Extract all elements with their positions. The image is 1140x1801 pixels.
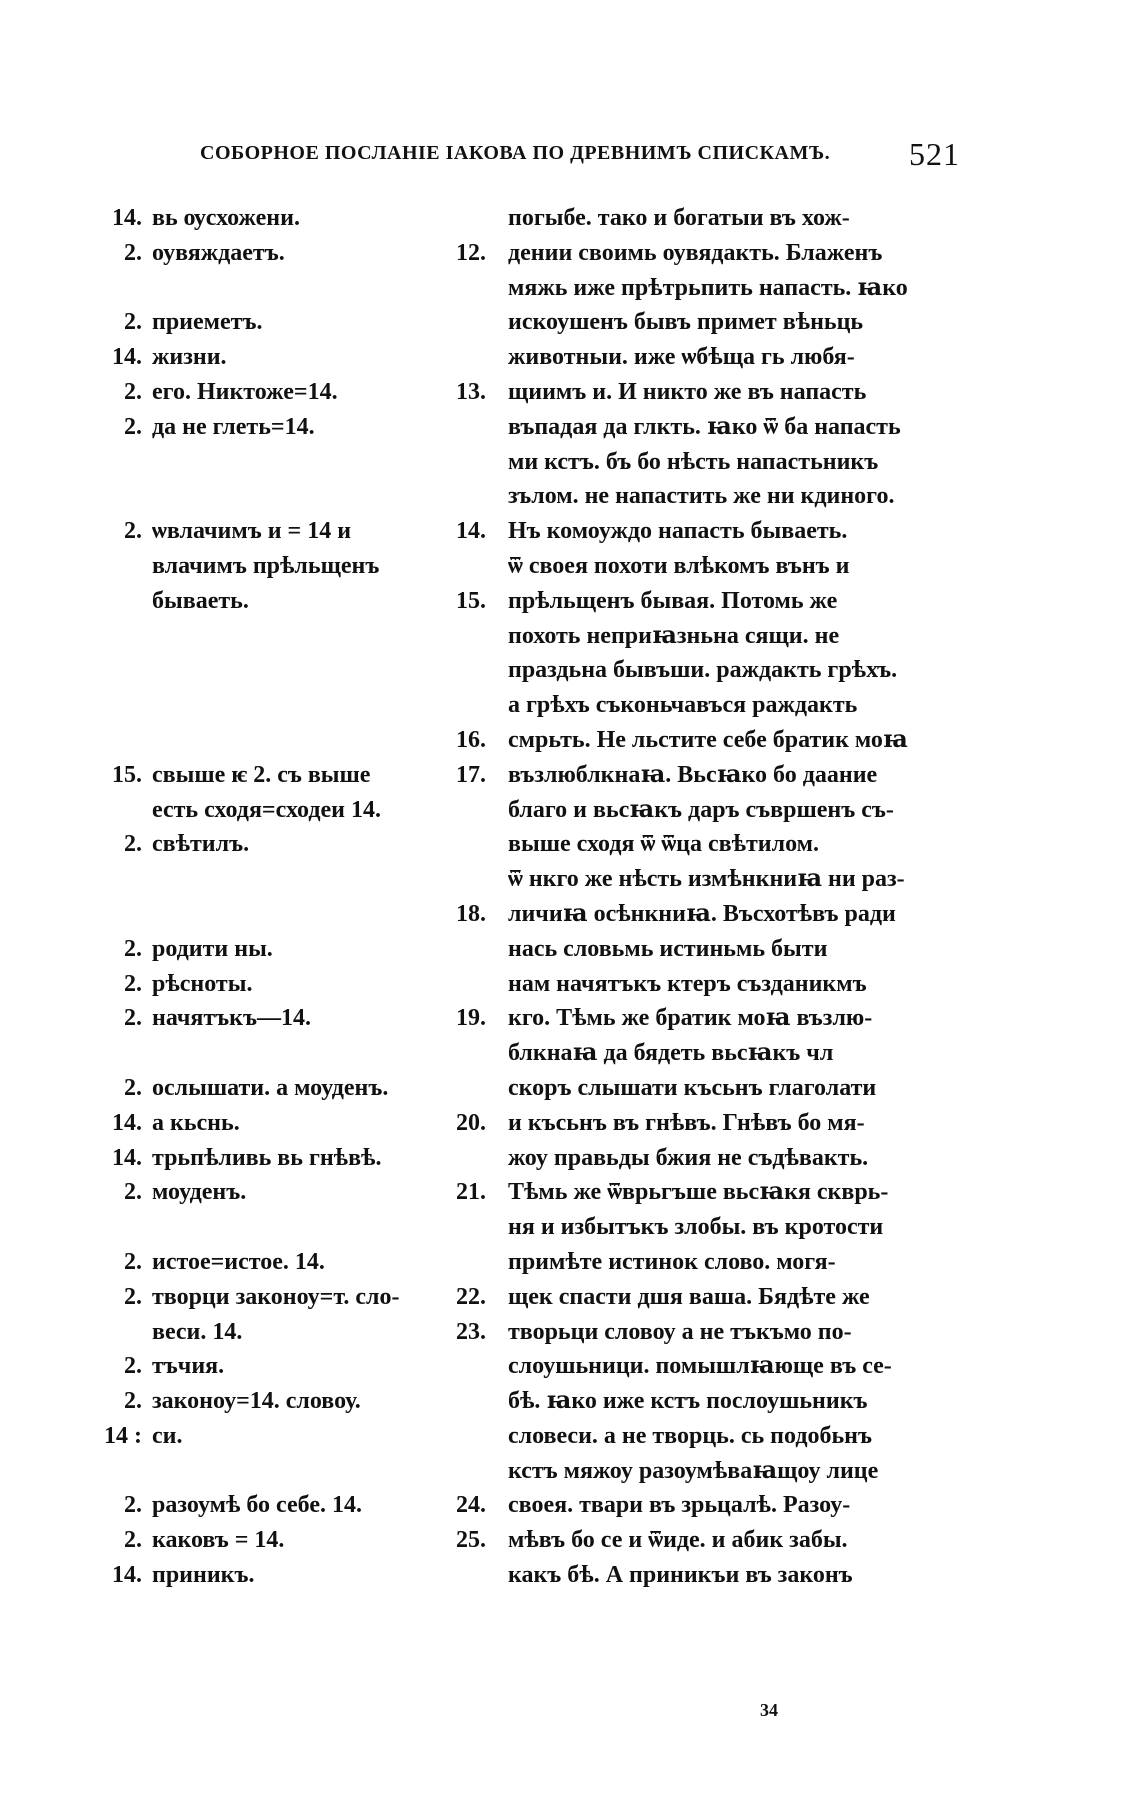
verse-text: примѣте истинок слово. могя- xyxy=(508,1248,836,1275)
variant-text: да не глеть=14. xyxy=(152,413,315,440)
text-line xyxy=(100,619,960,654)
main-text-line xyxy=(456,619,960,654)
verse-text: Тѣмь же ѿврьгъше вьсꙗкя скврь- xyxy=(508,1179,889,1206)
variant-text: есть сходя=сходеи 14. xyxy=(152,796,381,823)
verse-text: дении своимь оувядакть. Блаженъ xyxy=(508,239,883,266)
manuscript-number: 14 : xyxy=(104,1422,142,1449)
verse-number: 25. xyxy=(456,1527,486,1554)
manuscript-number: 2. xyxy=(124,1074,142,1101)
variant-reading xyxy=(100,758,460,793)
text-line xyxy=(100,862,960,897)
text-line xyxy=(100,1419,960,1454)
verse-text: Нъ комоуждо напасть бываеть. xyxy=(508,518,848,545)
main-text-line xyxy=(456,758,960,793)
main-text-line xyxy=(456,236,960,271)
variant-reading xyxy=(100,514,460,549)
text-line xyxy=(100,1488,960,1523)
text-line xyxy=(100,793,960,828)
variant-text: свѣтилъ. xyxy=(152,831,250,858)
running-title: СОБОРНОЕ ПОСЛАНІЕ ІАКОВА ПО ДРЕВНИМЪ СПИСКАМЪ. xyxy=(200,142,831,164)
verse-text: мѣвъ бо се и ѿиде. и абик забы. xyxy=(508,1527,848,1554)
main-text-line xyxy=(456,967,960,1002)
verse-number: 23. xyxy=(456,1318,486,1345)
main-text-line xyxy=(456,1106,960,1141)
manuscript-number: 2. xyxy=(124,935,142,962)
main-text-line xyxy=(456,201,960,236)
variant-reading xyxy=(100,1349,460,1384)
verse-number: 18. xyxy=(456,900,486,927)
verse-text: слоушьници. помышлꙗюще въ се- xyxy=(508,1353,892,1380)
text-line xyxy=(100,271,960,306)
text-line xyxy=(100,236,960,271)
verse-text: блкнаꙗ да бядеть вьсꙗкъ чл xyxy=(508,1040,834,1067)
text-line xyxy=(100,653,960,688)
verse-text: бѣ. ꙗко иже кстъ послоушьникъ xyxy=(508,1388,868,1415)
variant-reading xyxy=(100,932,460,967)
verse-text: нам начятъкъ ктеръ създаникмъ xyxy=(508,970,867,997)
main-text-line xyxy=(456,1141,960,1176)
verse-text: словеси. а не творць. сь подобьнъ xyxy=(508,1422,872,1449)
verse-text: выше сходя ѿ ѿца свѣтилом. xyxy=(508,831,819,858)
verse-text: щек спасти дшя ваша. Бядѣте же xyxy=(508,1283,870,1310)
page-header xyxy=(200,136,960,176)
manuscript-number: 15. xyxy=(112,761,142,788)
page-number: 521 xyxy=(909,136,960,172)
variant-text: рѣсноты. xyxy=(152,970,253,997)
main-text-line xyxy=(456,932,960,967)
main-text-line xyxy=(456,271,960,306)
main-text-line xyxy=(456,479,960,514)
variant-text: разоумѣ бо себе. 14. xyxy=(152,1492,362,1519)
variant-text: жизни. xyxy=(152,344,227,371)
main-text-line xyxy=(456,549,960,584)
main-text-line xyxy=(456,1036,960,1071)
main-text-line xyxy=(456,410,960,445)
variant-reading xyxy=(100,793,460,828)
verse-text: и късьнъ въ гнѣвъ. Гнѣвъ бо мя- xyxy=(508,1109,865,1136)
verse-text: праздьна бывъши. раждакть грѣхъ. xyxy=(508,657,898,684)
manuscript-number: 2. xyxy=(124,378,142,405)
verse-number: 24. xyxy=(456,1492,486,1519)
verse-text: кго. Тѣмь же братик моꙗ възлю- xyxy=(508,1005,873,1032)
text-line xyxy=(100,514,960,549)
text-line xyxy=(100,932,960,967)
text-line xyxy=(100,1315,960,1350)
variant-reading xyxy=(100,1488,460,1523)
verse-text: своея. твари въ зрьцалѣ. Разоу- xyxy=(508,1492,851,1519)
verse-number: 16. xyxy=(456,726,486,753)
verse-text: въпадая да глкть. ꙗко ѿ ба напасть xyxy=(508,413,901,440)
variant-text: ѡвлачимъ и = 14 и xyxy=(152,518,352,545)
verse-number: 13. xyxy=(456,378,486,405)
variant-text: приеметъ. xyxy=(152,309,263,336)
manuscript-number: 2. xyxy=(124,309,142,336)
variant-text: вь ѹсхожени. xyxy=(152,205,300,231)
variant-text: родити ны. xyxy=(152,935,273,962)
variant-text: влачимъ прѣльщенъ xyxy=(152,552,380,579)
text-line xyxy=(100,723,960,758)
text-line xyxy=(100,584,960,619)
main-text-line xyxy=(456,653,960,688)
main-text-line xyxy=(456,584,960,619)
variant-text: бываеть. xyxy=(152,587,249,614)
text-line xyxy=(100,445,960,480)
verse-text: щиимъ и. И никто же въ напасть xyxy=(508,378,867,405)
signature-mark: 34 xyxy=(760,1700,778,1720)
verse-text: смрьть. Не льстите себе братик моꙗ xyxy=(508,726,908,753)
text-line xyxy=(100,967,960,1002)
verse-text: похоть неприꙗзньна сящи. не xyxy=(508,622,840,649)
main-text-line xyxy=(456,340,960,375)
text-line xyxy=(100,827,960,862)
variant-reading xyxy=(100,1280,460,1315)
main-text-line xyxy=(456,1523,960,1558)
text-line xyxy=(100,1349,960,1384)
text-line xyxy=(100,375,960,410)
variant-text: оувяждаетъ. xyxy=(152,239,285,266)
variant-reading xyxy=(100,1419,460,1454)
verse-text: ми кстъ. бъ бо нѣсть напастьникъ xyxy=(508,448,879,475)
main-text-line xyxy=(456,1384,960,1419)
text-line xyxy=(100,1175,960,1210)
text-line xyxy=(100,897,960,932)
variant-reading xyxy=(100,410,460,445)
variant-reading xyxy=(100,1175,460,1210)
verse-text: възлюблкнаꙗ. Вьсꙗко бо даание xyxy=(508,761,878,788)
main-text-line xyxy=(456,514,960,549)
variant-reading xyxy=(100,1384,460,1419)
variant-reading xyxy=(100,827,460,862)
verse-text: нась словьмь истиньмь быти xyxy=(508,935,828,962)
verse-text: погыбе. тако и богатыи въ хож- xyxy=(508,205,850,231)
text-line xyxy=(100,1141,960,1176)
manuscript-number: 14. xyxy=(112,1109,142,1136)
manuscript-number: 2. xyxy=(124,1492,142,1519)
main-text-line xyxy=(456,827,960,862)
text-line xyxy=(100,1280,960,1315)
verse-text: животныи. иже ѡбѣща гь любя- xyxy=(508,344,855,371)
variant-reading xyxy=(100,1106,460,1141)
verse-number: 22. xyxy=(456,1283,486,1310)
text-line xyxy=(100,1036,960,1071)
main-text-line xyxy=(456,375,960,410)
manuscript-number: 2. xyxy=(124,1005,142,1032)
variant-reading xyxy=(100,1001,460,1036)
text-line xyxy=(100,1106,960,1141)
verse-text: ѿ нкго же нѣсть измѣнкниꙗ ни раз- xyxy=(508,866,905,893)
main-text-line xyxy=(456,445,960,480)
variant-text: начятъкъ—14. xyxy=(152,1005,311,1032)
main-text-line xyxy=(456,1001,960,1036)
variant-reading xyxy=(100,1523,460,1558)
text-line xyxy=(100,1071,960,1106)
manuscript-number: 2. xyxy=(124,1388,142,1415)
text-line xyxy=(100,410,960,445)
main-text-line xyxy=(456,1280,960,1315)
variant-reading xyxy=(100,1558,460,1593)
variant-reading xyxy=(100,549,460,584)
variant-text: законоу=14. словоу. xyxy=(152,1388,361,1415)
manuscript-number: 2. xyxy=(124,239,142,266)
manuscript-number: 2. xyxy=(124,1353,142,1380)
text-line xyxy=(100,305,960,340)
text-line xyxy=(100,1210,960,1245)
text-line xyxy=(100,340,960,375)
text-line xyxy=(100,549,960,584)
main-text-line xyxy=(456,1315,960,1350)
verse-number: 17. xyxy=(456,761,486,788)
variant-text: трьпѣливь вь гнѣвѣ. xyxy=(152,1144,382,1171)
manuscript-number: 14. xyxy=(112,1144,142,1171)
text-line xyxy=(100,1245,960,1280)
text-line xyxy=(100,1558,960,1593)
main-text-line xyxy=(456,1210,960,1245)
variant-reading xyxy=(100,1245,460,1280)
verse-number: 20. xyxy=(456,1109,486,1136)
main-text-line xyxy=(456,1558,960,1593)
manuscript-number: 14. xyxy=(112,205,142,231)
text-columns xyxy=(100,201,960,1593)
verse-text: благо и вьсꙗкъ даръ съвршенъ съ- xyxy=(508,796,894,823)
verse-text: личиꙗ осѣнкниꙗ. Въсхотѣвъ ради xyxy=(508,900,896,927)
variant-text: истое=истое. 14. xyxy=(152,1248,325,1275)
text-line xyxy=(100,758,960,793)
manuscript-number: 14. xyxy=(112,1562,142,1589)
verse-number: 21. xyxy=(456,1179,486,1206)
variant-reading xyxy=(100,201,460,236)
variant-text: приникъ. xyxy=(152,1562,255,1589)
main-text-line xyxy=(456,1245,960,1280)
main-text-line xyxy=(456,1419,960,1454)
main-text-line xyxy=(456,1488,960,1523)
verse-text: скоръ слышати късьнъ глаголати xyxy=(508,1074,877,1101)
variant-reading xyxy=(100,584,460,619)
manuscript-number: 2. xyxy=(124,1248,142,1275)
verse-text: ѿ своея похоти влѣкомъ вънъ и xyxy=(508,552,850,579)
manuscript-number: 2. xyxy=(124,518,142,545)
variant-text: тъчия. xyxy=(152,1353,225,1380)
variant-reading xyxy=(100,236,460,271)
verse-text: прѣльщенъ бывая. Потомь же xyxy=(508,587,838,614)
variant-reading xyxy=(100,1071,460,1106)
text-line xyxy=(100,1001,960,1036)
manuscript-number: 14. xyxy=(112,344,142,371)
manuscript-number: 2. xyxy=(124,970,142,997)
main-text-line xyxy=(456,305,960,340)
verse-text: творьци словоу а не тъкъмо по- xyxy=(508,1318,852,1345)
variant-text: творци законоу=т. сло- xyxy=(152,1283,400,1310)
manuscript-number: 2. xyxy=(124,831,142,858)
variant-text: си. xyxy=(152,1422,183,1449)
verse-number: 14. xyxy=(456,518,486,545)
main-text-line xyxy=(456,1071,960,1106)
verse-text: зълом. не напастить же ни кдиного. xyxy=(508,483,895,510)
manuscript-number: 2. xyxy=(124,413,142,440)
main-text-line xyxy=(456,897,960,932)
verse-text: какъ бѣ. А приникъи въ законъ xyxy=(508,1562,853,1589)
verse-number: 12. xyxy=(456,239,486,266)
variant-text: свыше ѥ 2. съ выше xyxy=(152,761,371,788)
text-line xyxy=(100,201,960,236)
manuscript-number: 2. xyxy=(124,1179,142,1206)
variant-reading xyxy=(100,375,460,410)
main-text-line xyxy=(456,1349,960,1384)
main-text-line xyxy=(456,723,960,758)
main-text-line xyxy=(456,688,960,723)
variant-reading xyxy=(100,1141,460,1176)
verse-text: ня и избытъкъ злобы. въ кротости xyxy=(508,1214,884,1241)
text-line xyxy=(100,1384,960,1419)
verse-text: искоушенъ бывъ примет вѣньць xyxy=(508,309,864,336)
manuscript-number: 2. xyxy=(124,1527,142,1554)
variant-reading xyxy=(100,1315,460,1350)
variant-text: а кьснь. xyxy=(152,1109,240,1136)
text-line xyxy=(100,688,960,723)
text-line xyxy=(100,1454,960,1489)
variant-text: каковъ = 14. xyxy=(152,1527,285,1554)
main-text-line xyxy=(456,1454,960,1489)
verse-text: мяжь иже прѣтрьпить напасть. ꙗко xyxy=(508,274,908,301)
main-text-line xyxy=(456,793,960,828)
verse-text: кстъ мяжоу разоумѣваꙗщоу лице xyxy=(508,1457,879,1484)
verse-number: 15. xyxy=(456,587,486,614)
variant-text: ослышати. а моуденъ. xyxy=(152,1074,389,1101)
verse-text: а грѣхъ съконьчавъся раждакть xyxy=(508,692,858,719)
verse-text: жоу правьды бжия не съдѣвакть. xyxy=(508,1144,869,1171)
main-text-line xyxy=(456,1175,960,1210)
main-text-line xyxy=(456,862,960,897)
variant-reading xyxy=(100,340,460,375)
text-line xyxy=(100,1523,960,1558)
variant-text: моуденъ. xyxy=(152,1179,247,1206)
text-line xyxy=(100,479,960,514)
manuscript-number: 2. xyxy=(124,1283,142,1310)
variant-text: веси. 14. xyxy=(152,1318,243,1345)
verse-number: 19. xyxy=(456,1005,486,1032)
variant-reading xyxy=(100,305,460,340)
variant-text: его. Никтоже=14. xyxy=(152,378,338,405)
variant-reading xyxy=(100,967,460,1002)
